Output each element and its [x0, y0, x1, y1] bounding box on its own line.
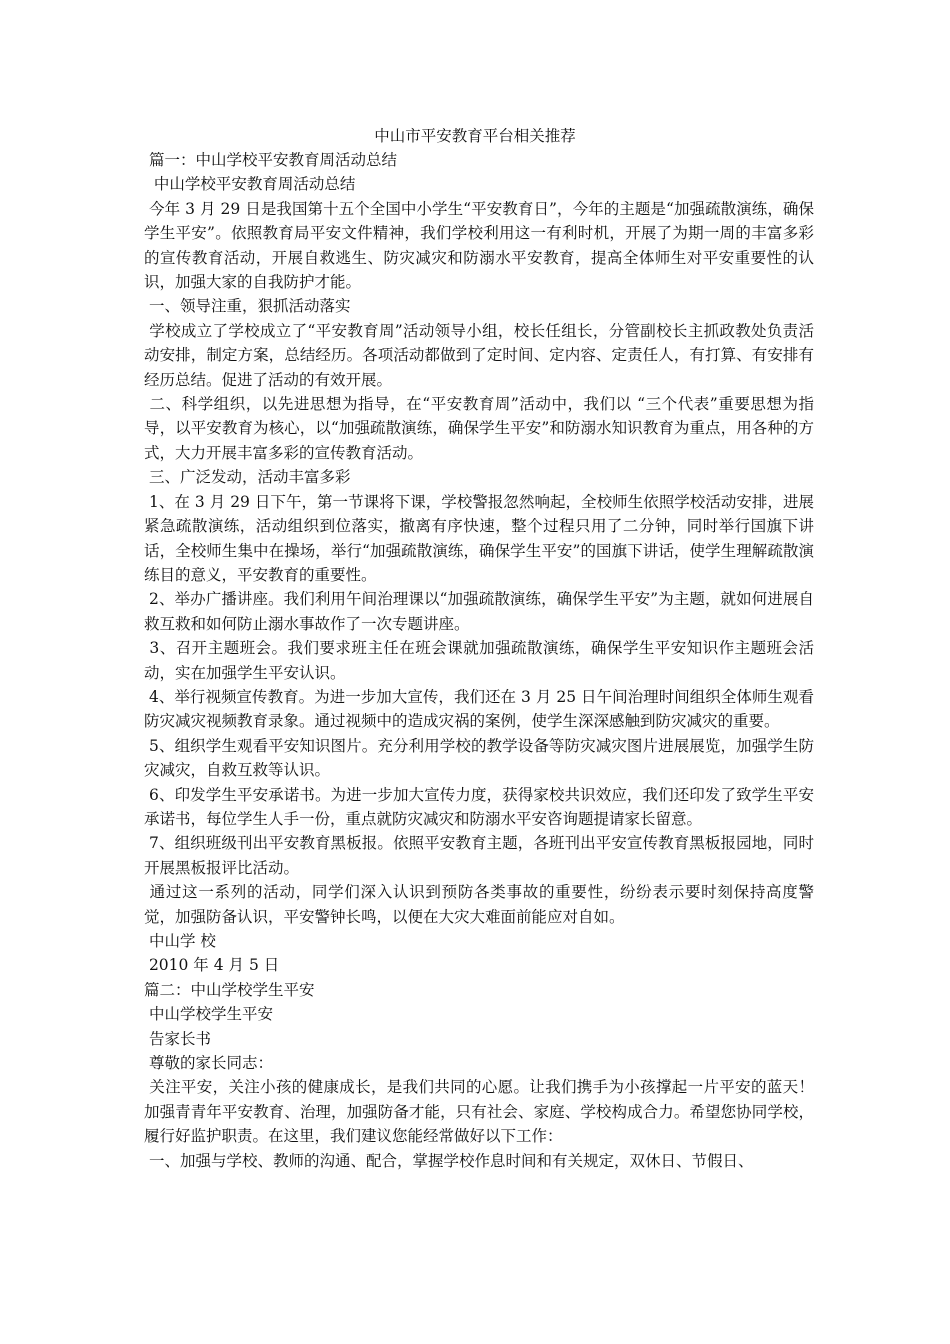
paragraph: 今年 3 月 29 日是我国第十五个全国中小学生“平安教育日”，今年的主题是“加强疏散演练，确保学生平安”。依照教育局平安文件精神，我们学校利用这一有利时机，开展了为期一周的丰富多彩的宣传教育活动，开展自救逃生、防灾减灾和防溺水平安教育，提高全体师生对平安重要性的认识，加强大家的自我防护才能。 — [144, 199, 814, 292]
paragraph: 3、召开主题班会。我们要求班主任在班会课就加强疏散演练，确保学生平安知识作主题班会活动，实在加强学生平安认识。 — [144, 639, 814, 682]
paragraph: 5、组织学生观看平安知识图片。充分利用学校的教学设备等防灾减灾图片进展展览，加强学生防灾减灾，自救互救等认识。 — [144, 736, 814, 780]
signature-school: 中山学 校 — [144, 932, 216, 950]
document-body — [144, 148, 814, 1173]
document-title: 中山市平安教育平台相关推荐 — [374, 127, 576, 145]
paragraph: 一、加强与学校、教师的沟通、配合，掌握学校作息时间和有关规定，双休日、节假日、 — [144, 1151, 754, 1170]
paragraph: 7、组织班级刊出平安教育黑板报。依照平安教育主题，各班刊出平安宣传教育黑板报园地，同时开展黑板报评比活动。 — [144, 834, 814, 877]
paragraph: 1、在 3 月 29 日下午，第一节课将下课，学校警报忽然响起，全校师生依照学校活动安排，进展紧急疏散演练，活动组织到位落实，撤离有序快速，整个过程只用了二分钟，同时举行国旗下讲话，全校师生集中在操场，举行“加强疏散演练，确保学生平安”的国旗下讲话，使学生理解疏散演练目的意义，平安教育的重要性。 — [144, 492, 814, 584]
paragraph: 尊敬的家长同志： — [144, 1054, 273, 1073]
paragraph: 篇一：中山学校平安教育周活动总结 — [144, 151, 397, 169]
section-heading: 篇二：中山学校学生平安 — [144, 980, 315, 999]
paragraph: 中山学校平安教育周活动总结 — [144, 175, 356, 194]
paragraph: 告家长书 — [144, 1029, 211, 1048]
paragraph: 通过这一系列的活动，同学们深入认识到预防各类事故的重要性，纷纷表示要时刻保持高度警觉，加强防备认识，平安警钟长鸣，以便在大灾大难面前能应对自如。 — [144, 883, 814, 926]
paragraph: 二、科学组织，以先进思想为指导，在“平安教育周”活动中，我们以 “三个代表”重要思想为指导，以平安教育为核心，以“加强疏散演练，确保学生平安”和防溺水知识教育为重点，用各种的方式，大力开展丰富多彩的宣传教育活动。 — [144, 395, 814, 462]
paragraph: 2、举办广播讲座。我们利用午间治理课以“加强疏散演练，确保学生平安”为主题，就如何进展自救互救和如何防止溺水事故作了一次专题讲座。 — [144, 590, 814, 633]
paragraph: 6、印发学生平安承诺书。为进一步加大宣传力度，获得家校共识效应，我们还印发了致学生平安承诺书，每位学生人手一份，重点就防灾减灾和防溺水平安咨询题提请家长留意。 — [144, 785, 814, 828]
paragraph: 关注平安，关注小孩的健康成长，是我们共同的心愿。让我们携手为小孩撑起一片平安的蓝天！加强青青年平安教育、治理，加强防备才能，只有社会、家庭、学校构成合力。希望您协同学校，履行好监护职责。在这里，我们建议您能经常做好以下工作： — [144, 1078, 814, 1146]
signature-date: 2010 年 4 月 5 日 — [144, 956, 280, 975]
paragraph: 4、举行视频宣传教育。为进一步加大宣传，我们还在 3 月 25 日午间治理时间组织全体师生观看防灾减灾视频教育录象。通过视频中的造成灾祸的案例，使学生深深感触到防灾减灾的重要。 — [144, 687, 814, 731]
paragraph: 一、领导注重，狠抓活动落实 — [144, 297, 351, 316]
paragraph: 学校成立了学校成立了“平安教育周”活动领导小组，校长任组长，分管副校长主抓政教处负责活动安排，制定方案，总结经历。各项活动都做到了定时间、定内容、定责任人，有打算、有安排有经历总结。促进了活动的有效开展。 — [144, 321, 814, 389]
paragraph: 中山学校学生平安 — [144, 1005, 273, 1024]
paragraph: 三、广泛发动，活动丰富多彩 — [144, 468, 351, 487]
